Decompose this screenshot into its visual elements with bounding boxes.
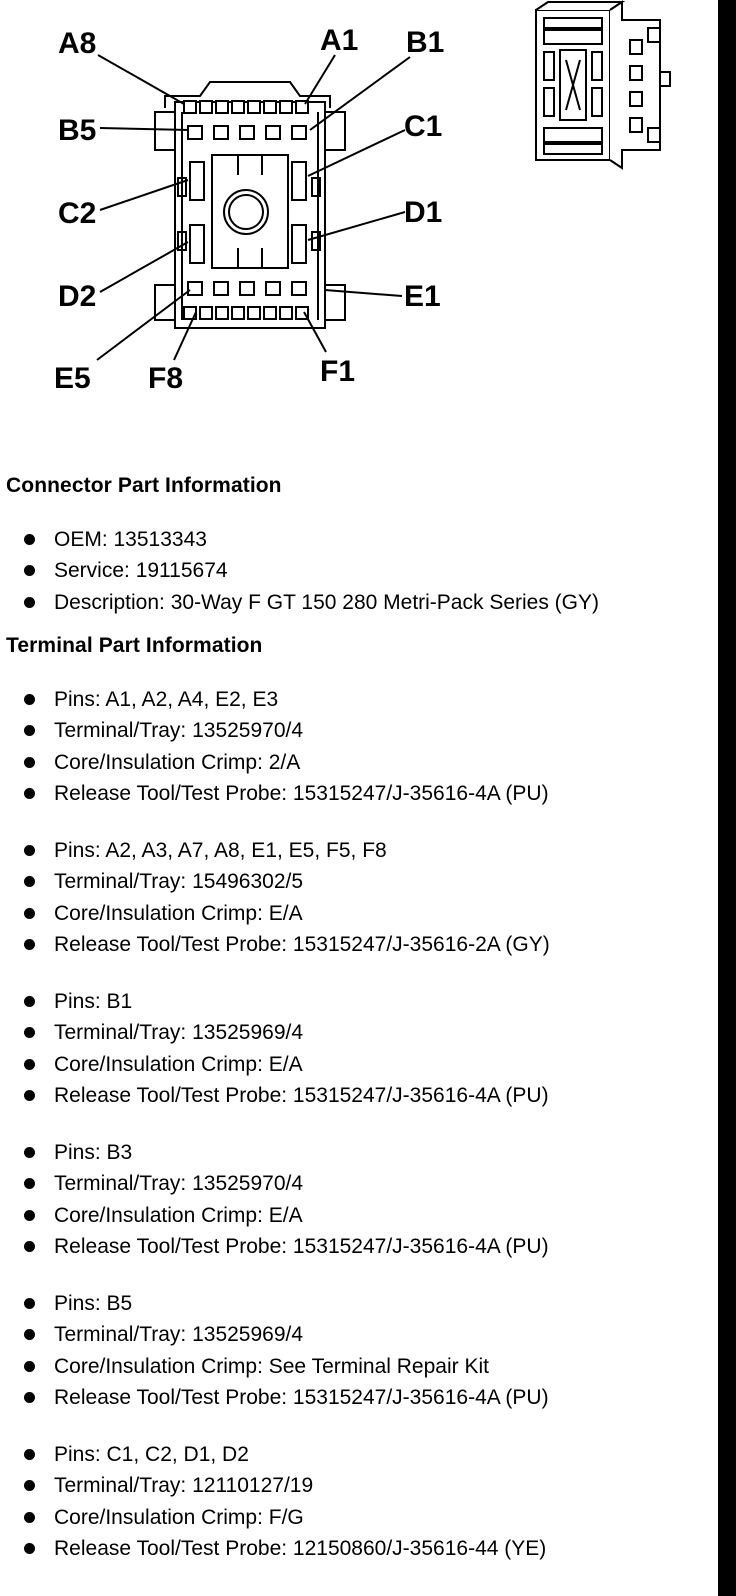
list-item: Core/Insulation Crimp: F/G (0, 1502, 546, 1533)
list-item: Core/Insulation Crimp: E/A (0, 1200, 549, 1231)
list-item: Pins: B3 (0, 1137, 549, 1168)
list-item: Release Tool/Test Probe: 15315247/J-35616-2A (GY) (0, 929, 550, 960)
terminal-part-title: Terminal Part Information (6, 634, 263, 657)
terminal-group-4 (0, 1137, 549, 1263)
pin-label-c1: C1 (404, 110, 443, 143)
connector-part-title: Connector Part Information (6, 474, 282, 497)
list-item: Terminal/Tray: 13525970/4 (0, 715, 549, 746)
terminal-group-5 (0, 1288, 549, 1414)
list-item: Core/Insulation Crimp: See Terminal Repair Kit (0, 1351, 549, 1382)
list-item: Service: 19115674 (0, 555, 599, 586)
pin-label-a8: A8 (58, 27, 97, 60)
connector-diagram (0, 0, 718, 460)
list-item: Release Tool/Test Probe: 15315247/J-35616-4A (PU) (0, 1080, 549, 1111)
pin-label-d2: D2 (58, 280, 97, 313)
pin-label-c2: C2 (58, 197, 97, 230)
list-item: Terminal/Tray: 15496302/5 (0, 866, 550, 897)
list-item: Core/Insulation Crimp: E/A (0, 1049, 549, 1080)
pin-label-f1: F1 (320, 355, 356, 388)
list-item: Pins: A1, A2, A4, E2, E3 (0, 684, 549, 715)
connector-face-drawing (0, 0, 718, 460)
pin-label-d1: D1 (404, 196, 443, 229)
list-item: Release Tool/Test Probe: 15315247/J-35616-4A (PU) (0, 778, 549, 809)
pin-label-e5: E5 (54, 362, 91, 395)
list-item: Pins: A2, A3, A7, A8, E1, E5, F5, F8 (0, 835, 550, 866)
list-item: Pins: B5 (0, 1288, 549, 1319)
list-item: Terminal/Tray: 13525969/4 (0, 1017, 549, 1048)
terminal-group-2 (0, 835, 550, 961)
list-item: Core/Insulation Crimp: E/A (0, 898, 550, 929)
list-item: Pins: B1 (0, 986, 549, 1017)
connector-3d-thumbnail (536, 2, 670, 168)
list-item: Terminal/Tray: 13525969/4 (0, 1319, 549, 1350)
terminal-group-6 (0, 1439, 546, 1565)
pin-label-e1: E1 (404, 280, 441, 313)
list-item: OEM: 13513343 (0, 524, 599, 555)
pin-label-a1: A1 (320, 24, 359, 57)
right-edge-bar (718, 0, 736, 1596)
list-item: Description: 30-Way F GT 150 280 Metri-Pack Series (GY) (0, 587, 599, 618)
pin-label-b5: B5 (58, 114, 97, 147)
list-item: Core/Insulation Crimp: 2/A (0, 747, 549, 778)
list-item: Release Tool/Test Probe: 15315247/J-35616-4A (PU) (0, 1382, 549, 1413)
list-item: Terminal/Tray: 13525970/4 (0, 1168, 549, 1199)
list-item: Release Tool/Test Probe: 12150860/J-35616-44 (YE) (0, 1533, 546, 1564)
pin-label-f8: F8 (148, 362, 184, 395)
pin-label-b1: B1 (406, 26, 445, 59)
list-item: Pins: C1, C2, D1, D2 (0, 1439, 546, 1470)
terminal-group-1 (0, 684, 549, 810)
connector-part-list (0, 524, 599, 618)
list-item: Terminal/Tray: 12110127/19 (0, 1470, 546, 1501)
list-item: Release Tool/Test Probe: 15315247/J-35616-4A (PU) (0, 1231, 549, 1262)
terminal-group-3 (0, 986, 549, 1112)
